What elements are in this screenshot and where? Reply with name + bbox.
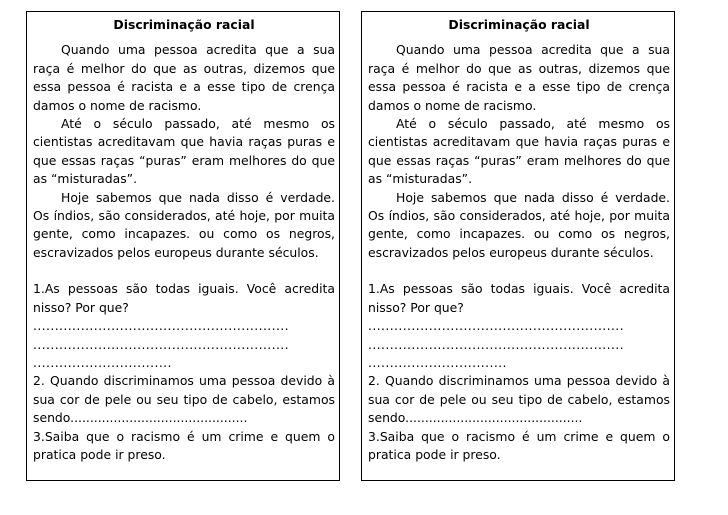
answer-line-3: ................................ [33, 354, 172, 370]
question-1: 1.As pessoas são todas iguais. Você acredita nisso? Por que? [368, 281, 670, 315]
question-2: 2. Quando discriminamos uma pessoa devido à sua cor de pele ou seu tipo de cabelo, estamos sendo............................................. [33, 373, 335, 426]
worksheet-title: Discriminação racial [113, 17, 255, 32]
paragraph-3: Hoje sabemos que nada disso é verdade. Os índios, são considerados, até hoje, por muita gente, como incapazes. ou como os negros, escravizados pelos europeus durante séculos. [33, 189, 335, 260]
answer-line-2: ........................................................... [33, 336, 289, 352]
answer-line-1: ........................................................... [33, 318, 289, 334]
spacer [33, 262, 335, 280]
worksheet-card-left [26, 11, 340, 481]
question-2: 2. Quando discriminamos uma pessoa devido à sua cor de pele ou seu tipo de cabelo, estamos sendo............................................. [368, 373, 670, 426]
question-3: 3.Saiba que o racismo é um crime e quem o pratica pode ir preso. [33, 428, 335, 462]
worksheet-title: Discriminação racial [448, 17, 590, 32]
answer-line-3: ................................ [368, 354, 507, 370]
paragraph-3: Hoje sabemos que nada disso é verdade. Os índios, são considerados, até hoje, por muita gente, como incapazes. ou como os negros, escravizados pelos europeus durante séculos. [368, 189, 670, 260]
answer-line-2: ........................................................... [368, 336, 624, 352]
paragraph-1: Quando uma pessoa acredita que a sua raça é melhor do que as outras, dizemos que essa pessoa é racista e a esse tipo de crença damos o nome de racismo. [33, 42, 335, 113]
answer-line-1: ........................................................... [368, 318, 624, 334]
paragraph-2: Até o século passado, até mesmo os cientistas acreditavam que havia raças puras e que essas raças “puras” eram melhores do que as “misturadas”. [368, 116, 670, 187]
worksheet-card-right [361, 11, 675, 481]
question-1: 1.As pessoas são todas iguais. Você acredita nisso? Por que? [33, 281, 335, 315]
spacer [368, 262, 670, 280]
paragraph-1: Quando uma pessoa acredita que a sua raça é melhor do que as outras, dizemos que essa pessoa é racista e a esse tipo de crença damos o nome de racismo. [368, 42, 670, 113]
paragraph-2: Até o século passado, até mesmo os cientistas acreditavam que havia raças puras e que essas raças “puras” eram melhores do que as “misturadas”. [33, 116, 335, 187]
question-3: 3.Saiba que o racismo é um crime e quem o pratica pode ir preso. [368, 428, 670, 462]
